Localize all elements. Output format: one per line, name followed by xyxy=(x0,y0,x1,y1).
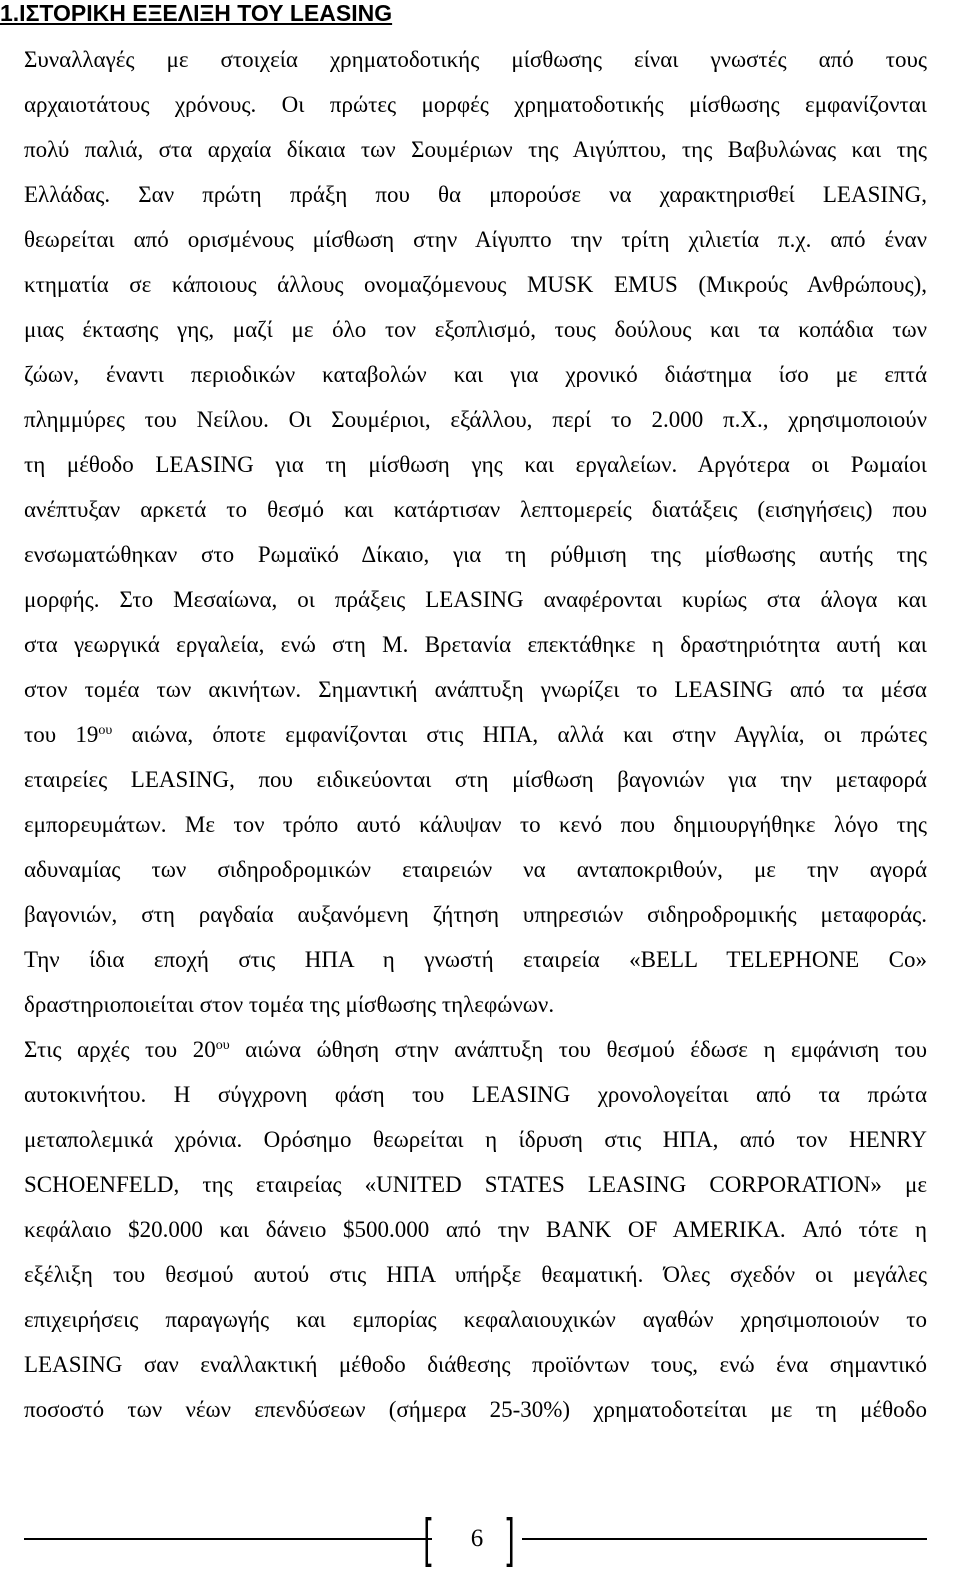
text-line: επιχειρήσεις παραγωγής και εμπορίας κεφαλαιουχικών αγαθών χρησιμοποιούν το xyxy=(24,1307,927,1332)
text-line: τη μέθοδο LEASING για τη μίσθωση γης και εργαλείων. Αργότερα οι Ρωμαίοι xyxy=(24,452,927,477)
text-line: Συναλλαγές με στοιχεία χρηματοδοτικής μίσθωσης είναι γνωστές από τους xyxy=(24,47,927,72)
text-line: στον τομέα των ακινήτων. Σημαντική ανάπτυξη γνωρίζει το LEASING από τα μέσα xyxy=(24,677,927,702)
text-line: αρχαιοτάτους χρόνους. Οι πρώτες μορφές χρηματοδοτικής μίσθωσης εμφανίζονται xyxy=(24,92,927,117)
text-line: αυτοκινήτου. Η σύγχρονη φάση του LEASING χρονολογείται από τα πρώτα xyxy=(24,1082,927,1107)
text-line: αδυναμίας των σιδηροδρομικών εταιρειών να ανταποκριθούν, με την αγορά xyxy=(24,857,927,882)
text-line: μεταπολεμικά χρόνια. Ορόσημο θεωρείται η ίδρυση στις ΗΠΑ, από τον HENRY xyxy=(24,1127,927,1152)
text-line: εμπορευμάτων. Με τον τρόπο αυτό κάλυψαν το κενό που δημιουργήθηκε λόγο της xyxy=(24,812,927,837)
text-line: πλημμύρες του Νείλου. Οι Σουμέριοι, εξάλλου, περί το 2.000 π.Χ., χρησιμοποιούν xyxy=(24,407,927,432)
page-number: 6 xyxy=(470,1525,484,1552)
text-line: εταιρείες LEASING, που ειδικεύονται στη μίσθωση βαγονιών για την μεταφορά xyxy=(24,767,927,792)
text-line: ενσωματώθηκαν στο Ρωμαϊκό Δίκαιο, για τη ρύθμιση της μίσθωσης αυτής της xyxy=(24,542,927,567)
text-line: κεφάλαιο $20.000 και δάνειο $500.000 από την BANK OF AMERIKA. Από τότε η xyxy=(24,1217,927,1242)
footer-left-bracket: [ xyxy=(423,1508,432,1568)
text-line: θεωρείται από ορισμένους μίσθωση στην Αίγυπτο την τρίτη χιλιετία π.χ. από έναν xyxy=(24,227,927,252)
text-segment: του 19 xyxy=(24,722,99,747)
text-line xyxy=(24,1036,927,1064)
text-line: LEASING σαν εναλλακτική μέθοδο διάθεσης προϊόντων τους, ενώ ένα σημαντικό xyxy=(24,1352,927,1377)
text-line: Ελλάδας. Σαν πρώτη πράξη που θα μπορούσε να χαρακτηρισθεί LEASING, xyxy=(24,182,927,207)
text-line: Την ίδια εποχή στις ΗΠΑ η γνωστή εταιρεία «BELL TELEPHONE Co» xyxy=(24,947,927,972)
footer-rule-left xyxy=(24,1538,432,1540)
ordinal-superscript: ου xyxy=(215,1038,230,1053)
text-line xyxy=(24,721,927,749)
text-line: μιας έκτασης γης, μαζί με όλο τον εξοπλισμό, τους δούλους και τα κοπάδια των xyxy=(24,317,927,342)
text-line: δραστηριοποιείται στον τομέα της μίσθωσης τηλεφώνων. xyxy=(24,992,555,1017)
text-line: ζώων, έναντι περιοδικών καταβολών και για χρονικό διάστημα ίσο με επτά xyxy=(24,362,927,387)
text-line: στα γεωργικά εργαλεία, ενώ στη Μ. Βρετανία επεκτάθηκε η δραστηριότητα αυτή και xyxy=(24,632,927,657)
text-line: εξέλιξη του θεσμού αυτού στις ΗΠΑ υπήρξε θεαματική. Όλες σχεδόν οι μεγάλες xyxy=(24,1262,927,1287)
text-line: ποσοστό των νέων επενδύσεων (σήμερα 25-30%) χρηματοδοτείται με τη μέθοδο xyxy=(24,1397,927,1422)
text-line: ανέπτυξαν αρκετά το θεσμό και κατάρτισαν λεπτομερείς διατάξεις (εισηγήσεις) που xyxy=(24,497,927,522)
text-line: βαγονιών, στη ραγδαία αυξανόμενη ζήτηση υπηρεσιών σιδηροδρομικής μεταφοράς. xyxy=(24,902,927,927)
section-heading: 1.ΙΣΤΟΡΙΚΗ ΕΞΕΛΙΞΗ ΤΟΥ LEASING xyxy=(0,0,393,26)
text-segment: Στις αρχές του 20 xyxy=(24,1037,216,1062)
text-segment: αιώνα, όποτε εμφανίζονται στις ΗΠΑ, αλλά και στην Αγγλία, οι πρώτες xyxy=(112,722,927,747)
footer-right-bracket: ] xyxy=(506,1508,515,1568)
footer-rule-right xyxy=(522,1538,927,1540)
ordinal-superscript: ου xyxy=(98,723,113,738)
text-segment: αιώνα ώθηση στην ανάπτυξη του θεσμού έδωσε η εμφάνιση του xyxy=(229,1037,927,1062)
text-line: κτηματία σε κάποιους άλλους ονομαζόμενους MUSK EMUS (Μικρούς Ανθρώπους), xyxy=(24,272,927,297)
text-line: μορφής. Στο Μεσαίωνα, οι πράξεις LEASING αναφέρονται κυρίως στα άλογα και xyxy=(24,587,927,612)
text-line: πολύ παλιά, στα αρχαία δίκαια των Σουμέριων της Αιγύπτου, της Βαβυλώνας και της xyxy=(24,137,927,162)
text-line: SCHOENFELD, της εταιρείας «UNITED STATES LEASING CORPORATION» με xyxy=(24,1172,927,1197)
